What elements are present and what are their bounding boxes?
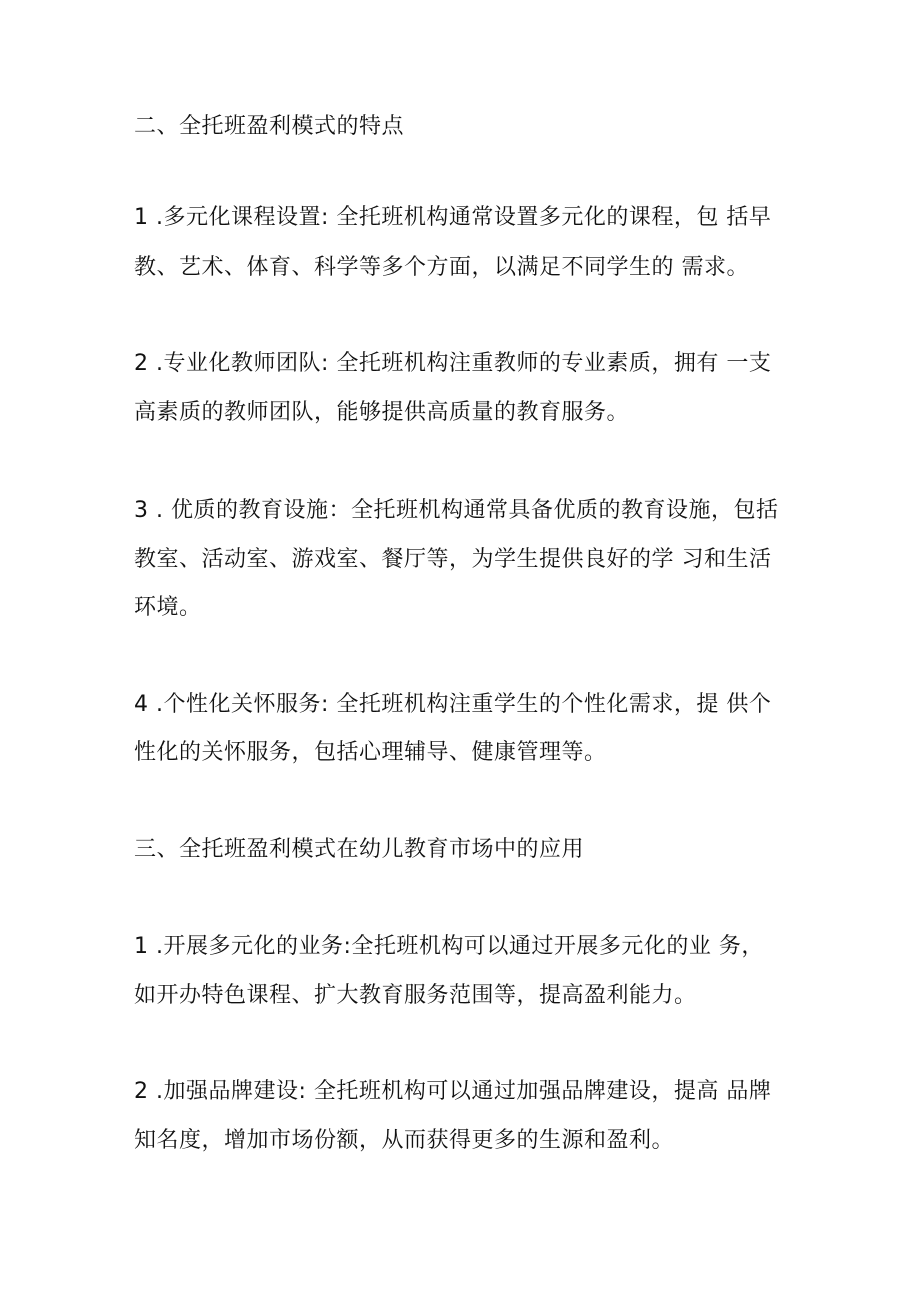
paragraph-line: 1 .开展多元化的业务:全托班机构可以通过开展多元化的业 务， <box>134 934 764 959</box>
paragraph-line: 3 . 优质的教育设施：全托班机构通常具备优质的教育设施，包括 <box>134 498 779 523</box>
paragraph-line: 教室、活动室、游戏室、餐厅等，为学生提供良好的学 习和生活 <box>134 547 772 572</box>
paragraph-line: 2 .加强品牌建设: 全托班机构可以通过加强品牌建设，提高 品牌 <box>134 1079 772 1104</box>
paragraph-line: 环境。 <box>134 595 202 620</box>
paragraph-line: 4 .个性化关怀服务: 全托班机构注重学生的个性化需求，提 供个 <box>134 692 772 717</box>
section-heading-2: 二、全托班盈利模式的特点 <box>134 114 405 139</box>
paragraph-line: 性化的关怀服务，包括心理辅导、健康管理等。 <box>134 740 607 765</box>
paragraph-line: 知名度，增加市场份额，从而获得更多的生源和盈利。 <box>134 1128 675 1153</box>
paragraph-line: 教、艺术、体育、科学等多个方面，以满足不同学生的 需求。 <box>134 255 749 280</box>
paragraph-line: 2 .专业化教师团队: 全托班机构注重教师的专业素质，拥有 一支 <box>134 351 772 376</box>
paragraph-line: 1 .多元化课程设置: 全托班机构通常设置多元化的课程，包 括早 <box>134 205 772 230</box>
section-heading-3: 三、全托班盈利模式在幼儿教育市场中的应用 <box>134 837 585 862</box>
paragraph-line: 如开办特色课程、扩大教育服务范围等，提高盈利能力。 <box>134 983 697 1008</box>
paragraph-line: 高素质的教师团队，能够提供高质量的教育服务。 <box>134 400 630 425</box>
